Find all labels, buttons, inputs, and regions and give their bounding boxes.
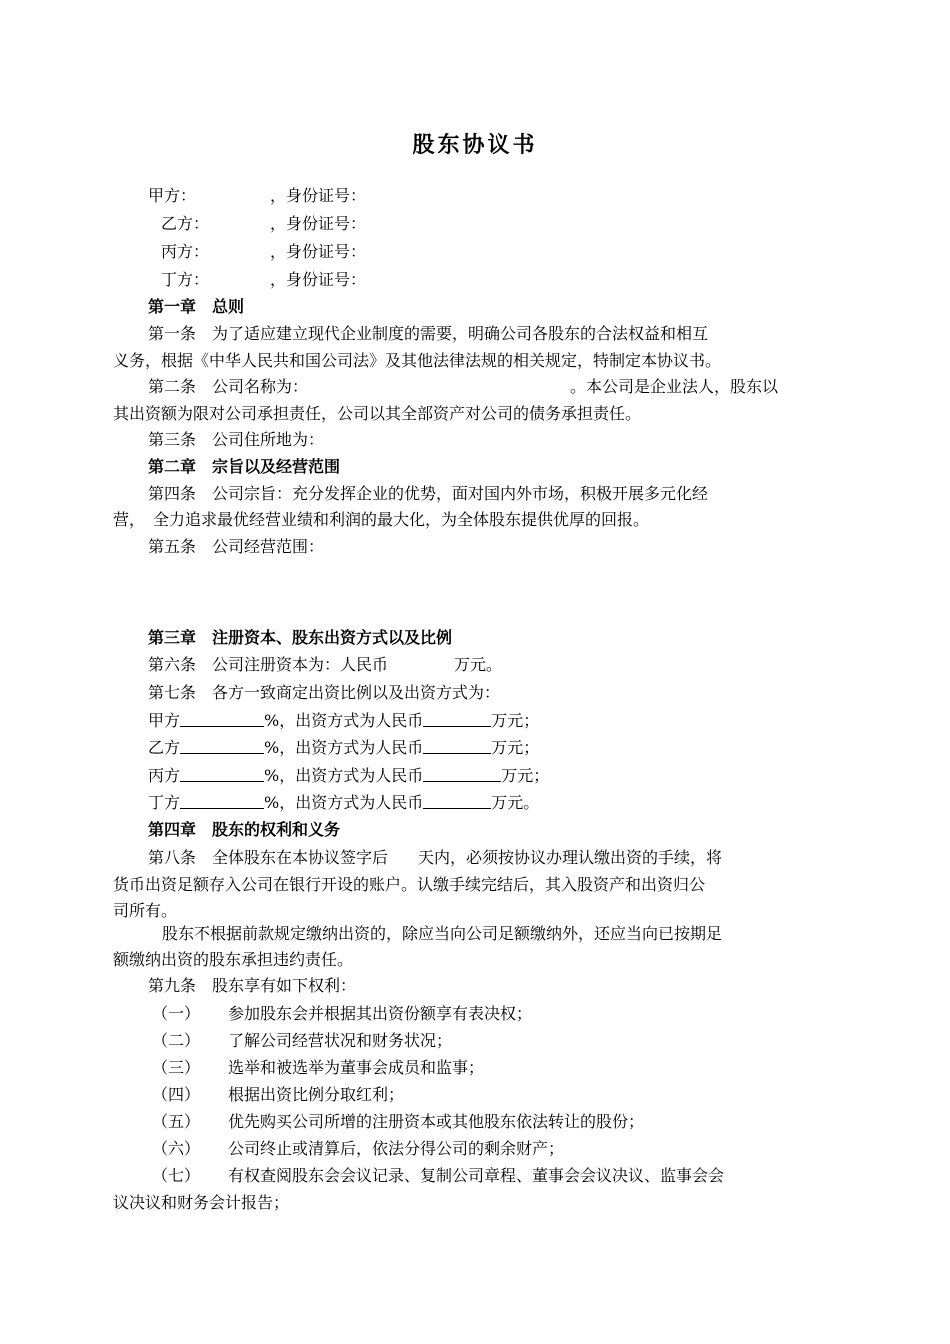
blank-percent <box>180 738 264 754</box>
right-item-4: （四） 根据出资比例分取红利； <box>152 1085 405 1104</box>
article-1-line-1: 第一条 为了适应建立现代企业制度的需要，明确公司各股东的合法权益和相互 <box>148 324 709 343</box>
contribution-row-bing: 丙方 %，出资方式为人民币 万元； <box>148 766 550 785</box>
article-2-line-1: 第二条 公司名称为： 。本公司是企业法人，股东以 <box>148 377 779 396</box>
party-line-jia: 甲方： ，身份证号： <box>148 186 367 205</box>
article-6: 第六条 公司注册资本为：人民币 万元。 <box>148 655 503 674</box>
chapter-1-heading: 第一章 总则 <box>148 297 245 316</box>
article-2-line-2: 其出资额为限对公司承担责任，公司以其全部资产对公司的债务承担责任。 <box>113 404 642 423</box>
contribution-row-jia: 甲方 %，出资方式为人民币 万元； <box>148 711 540 730</box>
chapter-4-heading: 第四章 股东的权利和义务 <box>148 820 341 839</box>
article-1-line-2: 义务，根据《中华人民共和国公司法》及其他法律法规的相关规定，特制定本协议书。 <box>113 351 722 370</box>
right-item-6: （六） 公司终止或清算后，依法分得公司的剩余财产； <box>152 1139 565 1158</box>
document-title: 股东协议书 <box>412 132 538 158</box>
blank-amount <box>423 766 501 782</box>
article-7: 第七条 各方一致商定出资比例以及出资方式为： <box>148 683 501 702</box>
article-4-line-1: 第四条 公司宗旨：充分发挥企业的优势，面对国内外市场，积极开展多元化经 <box>148 484 709 503</box>
right-item-3: （三） 选举和被选举为董事会成员和监事； <box>152 1058 485 1077</box>
blank-amount <box>423 738 491 754</box>
party-line-bing: 丙方： ，身份证号： <box>161 242 367 261</box>
article-9: 第九条 股东享有如下权利： <box>148 976 357 995</box>
article-4-line-2: 营， 全力追求最优经营业绩和利润的最大化，为全体股东提供优厚的回报。 <box>113 510 650 529</box>
right-item-2: （二） 了解公司经营状况和财务状况； <box>152 1031 453 1050</box>
contribution-row-yi: 乙方 %，出资方式为人民币 万元； <box>148 738 540 757</box>
blank-percent <box>180 793 264 809</box>
article-8-line-1: 第八条 全体股东在本协议签字后 天内，必须按协议办理认缴出资的手续，将 <box>148 848 723 867</box>
right-item-5: （五） 优先购买公司所增的注册资本或其他股东依法转让的股份； <box>152 1112 645 1131</box>
party-line-yi: 乙方： ，身份证号： <box>161 214 367 233</box>
party-line-ding: 丁方： ，身份证号： <box>161 270 367 289</box>
chapter-3-heading: 第三章 注册资本、股东出资方式以及比例 <box>148 628 453 647</box>
right-item-7: （七） 有权查阅股东会会议记录、复制公司章程、董事会会议决议、监事会会 <box>152 1166 725 1185</box>
default-paragraph-line-2: 额缴纳出资的股东承担违约责任。 <box>113 950 354 969</box>
blank-amount <box>423 711 491 727</box>
article-3: 第三条 公司住所地为： <box>148 430 325 449</box>
blank-percent <box>180 711 264 727</box>
chapter-2-heading: 第二章 宗旨以及经营范围 <box>148 457 341 476</box>
article-8-line-2: 货币出资足额存入公司在银行开设的账户。认缴手续完结后，其入股资产和出资归公 <box>113 875 706 894</box>
right-item-7-line-2: 议决议和财务会计报告； <box>113 1193 290 1212</box>
article-5: 第五条 公司经营范围： <box>148 537 325 556</box>
blank-amount <box>423 793 491 809</box>
default-paragraph-line-1: 股东不根据前款规定缴纳出资的，除应当向公司足额缴纳外，还应当向已按期足 <box>162 924 723 943</box>
blank-percent <box>180 766 264 782</box>
article-8-line-3: 司所有。 <box>113 901 178 920</box>
right-item-1: （一） 参加股东会并根据其出资份额享有表决权； <box>152 1004 533 1023</box>
contribution-row-ding: 丁方 %，出资方式为人民币 万元。 <box>148 793 540 812</box>
